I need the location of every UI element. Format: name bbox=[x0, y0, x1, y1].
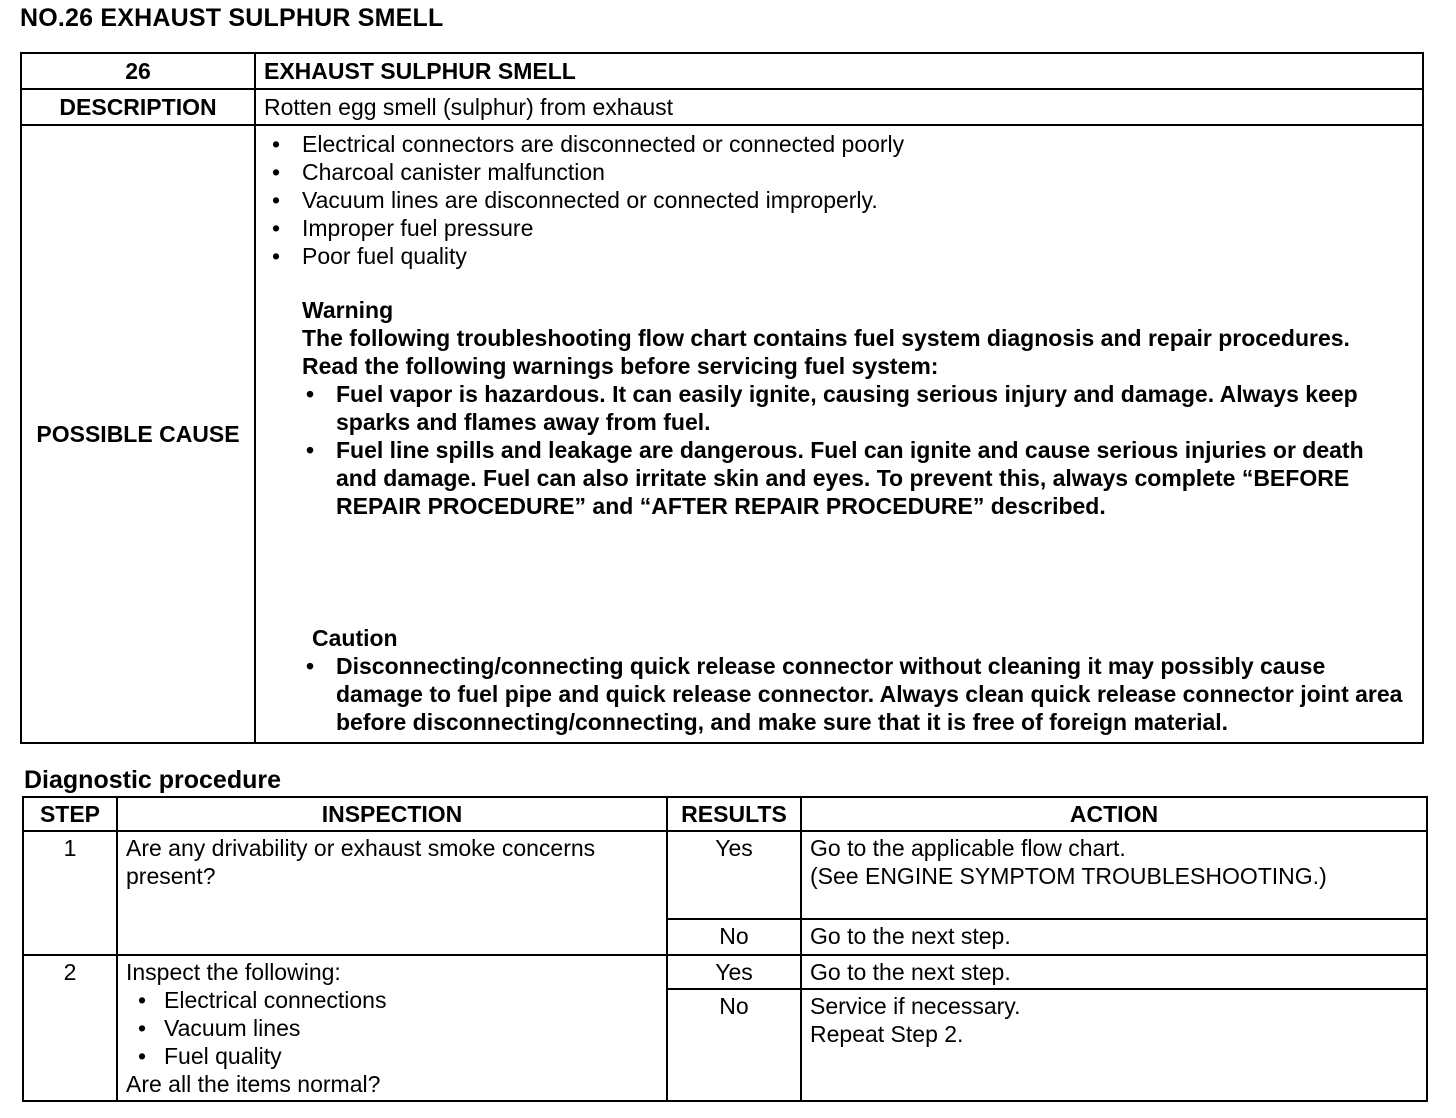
results-header: RESULTS bbox=[667, 797, 801, 831]
warning-heading: Warning bbox=[302, 297, 394, 323]
symptom-number: 26 bbox=[21, 53, 255, 89]
warning-intro: The following troubleshooting flow chart contains fuel system diagnosis and repair procedures. Read the following warnings before servicing fuel system: bbox=[302, 325, 1350, 379]
possible-cause-content bbox=[255, 125, 1423, 743]
action-line: Repeat Step 2. bbox=[810, 1021, 964, 1048]
cause-item: • Electrical connectors are disconnected or connected poorly bbox=[266, 130, 904, 158]
description-text: Rotten egg smell (sulphur) from exhaust bbox=[255, 89, 1423, 125]
symptom-header-row bbox=[21, 53, 1423, 89]
caution-block bbox=[312, 624, 1418, 736]
inspection-question: Are all the items normal? bbox=[126, 1071, 381, 1097]
action-no: Go to the next step. bbox=[801, 919, 1427, 955]
result-yes: Yes bbox=[667, 831, 801, 919]
cause-item: • Charcoal canister malfunction bbox=[266, 158, 904, 186]
inspection-list bbox=[126, 986, 658, 1070]
action-yes bbox=[801, 831, 1427, 919]
action-line: Go to the applicable flow chart. bbox=[810, 835, 1126, 861]
cause-item: • Poor fuel quality bbox=[266, 242, 904, 270]
description-row bbox=[21, 89, 1423, 125]
inspection-item: • Vacuum lines bbox=[126, 1014, 658, 1042]
description-label: DESCRIPTION bbox=[21, 89, 255, 125]
inspection-header: INSPECTION bbox=[117, 797, 667, 831]
result-no: No bbox=[667, 989, 801, 1101]
inspection-intro: Inspect the following: bbox=[126, 959, 341, 985]
cause-item: • Vacuum lines are disconnected or connected improperly. bbox=[266, 186, 904, 214]
step-header: STEP bbox=[23, 797, 117, 831]
caution-item: • Disconnecting/connecting quick release connector without cleaning it may possibly cause damage to fuel pipe and quick release connector. Always clean quick release connector joint area before disconnecting/connecting, and make sure that it is free of foreign material. bbox=[302, 652, 1418, 736]
inspection-item: • Fuel quality bbox=[126, 1042, 658, 1070]
result-no: No bbox=[667, 919, 801, 955]
warning-item: • Fuel vapor is hazardous. It can easily ignite, causing serious injury and damage. Always keep sparks and flames away from fuel. bbox=[302, 380, 1400, 436]
step-number: 1 bbox=[23, 831, 117, 955]
action-no bbox=[801, 989, 1427, 1101]
possible-cause-row bbox=[21, 125, 1423, 743]
cause-list bbox=[266, 130, 904, 270]
warning-list bbox=[302, 380, 1400, 520]
table-row bbox=[23, 831, 1427, 919]
warning-item: • Fuel line spills and leakage are dangerous. Fuel can ignite and cause serious injuries or death and damage. Fuel can also irritate skin and eyes. To prevent this, always complete “BEFORE REPAIR PROCEDURE” and “AFTER REPAIR PROCEDURE” described. bbox=[302, 436, 1400, 520]
inspection-text bbox=[117, 955, 667, 1101]
caution-heading: Caution bbox=[312, 625, 398, 651]
page-title: NO.26 EXHAUST SULPHUR SMELL bbox=[20, 4, 444, 32]
action-yes: Go to the next step. bbox=[801, 955, 1427, 989]
action-line: Service if necessary. bbox=[810, 993, 1021, 1020]
inspection-item: • Electrical connections bbox=[126, 986, 658, 1014]
symptom-table bbox=[20, 52, 1424, 744]
warning-block bbox=[302, 296, 1400, 520]
diagnostic-procedure-title: Diagnostic procedure bbox=[24, 766, 281, 794]
inspection-text: Are any drivability or exhaust smoke concerns present? bbox=[117, 831, 667, 955]
result-yes: Yes bbox=[667, 955, 801, 989]
caution-list bbox=[302, 652, 1418, 736]
symptom-title: EXHAUST SULPHUR SMELL bbox=[255, 53, 1423, 89]
diagnostic-header-row bbox=[23, 797, 1427, 831]
step-number: 2 bbox=[23, 955, 117, 1101]
action-line: (See ENGINE SYMPTOM TROUBLESHOOTING.) bbox=[810, 863, 1327, 889]
possible-cause-label: POSSIBLE CAUSE bbox=[21, 125, 255, 743]
cause-item: • Improper fuel pressure bbox=[266, 214, 904, 242]
diagnostic-table bbox=[22, 796, 1428, 1102]
table-row bbox=[23, 955, 1427, 989]
action-header: ACTION bbox=[801, 797, 1427, 831]
